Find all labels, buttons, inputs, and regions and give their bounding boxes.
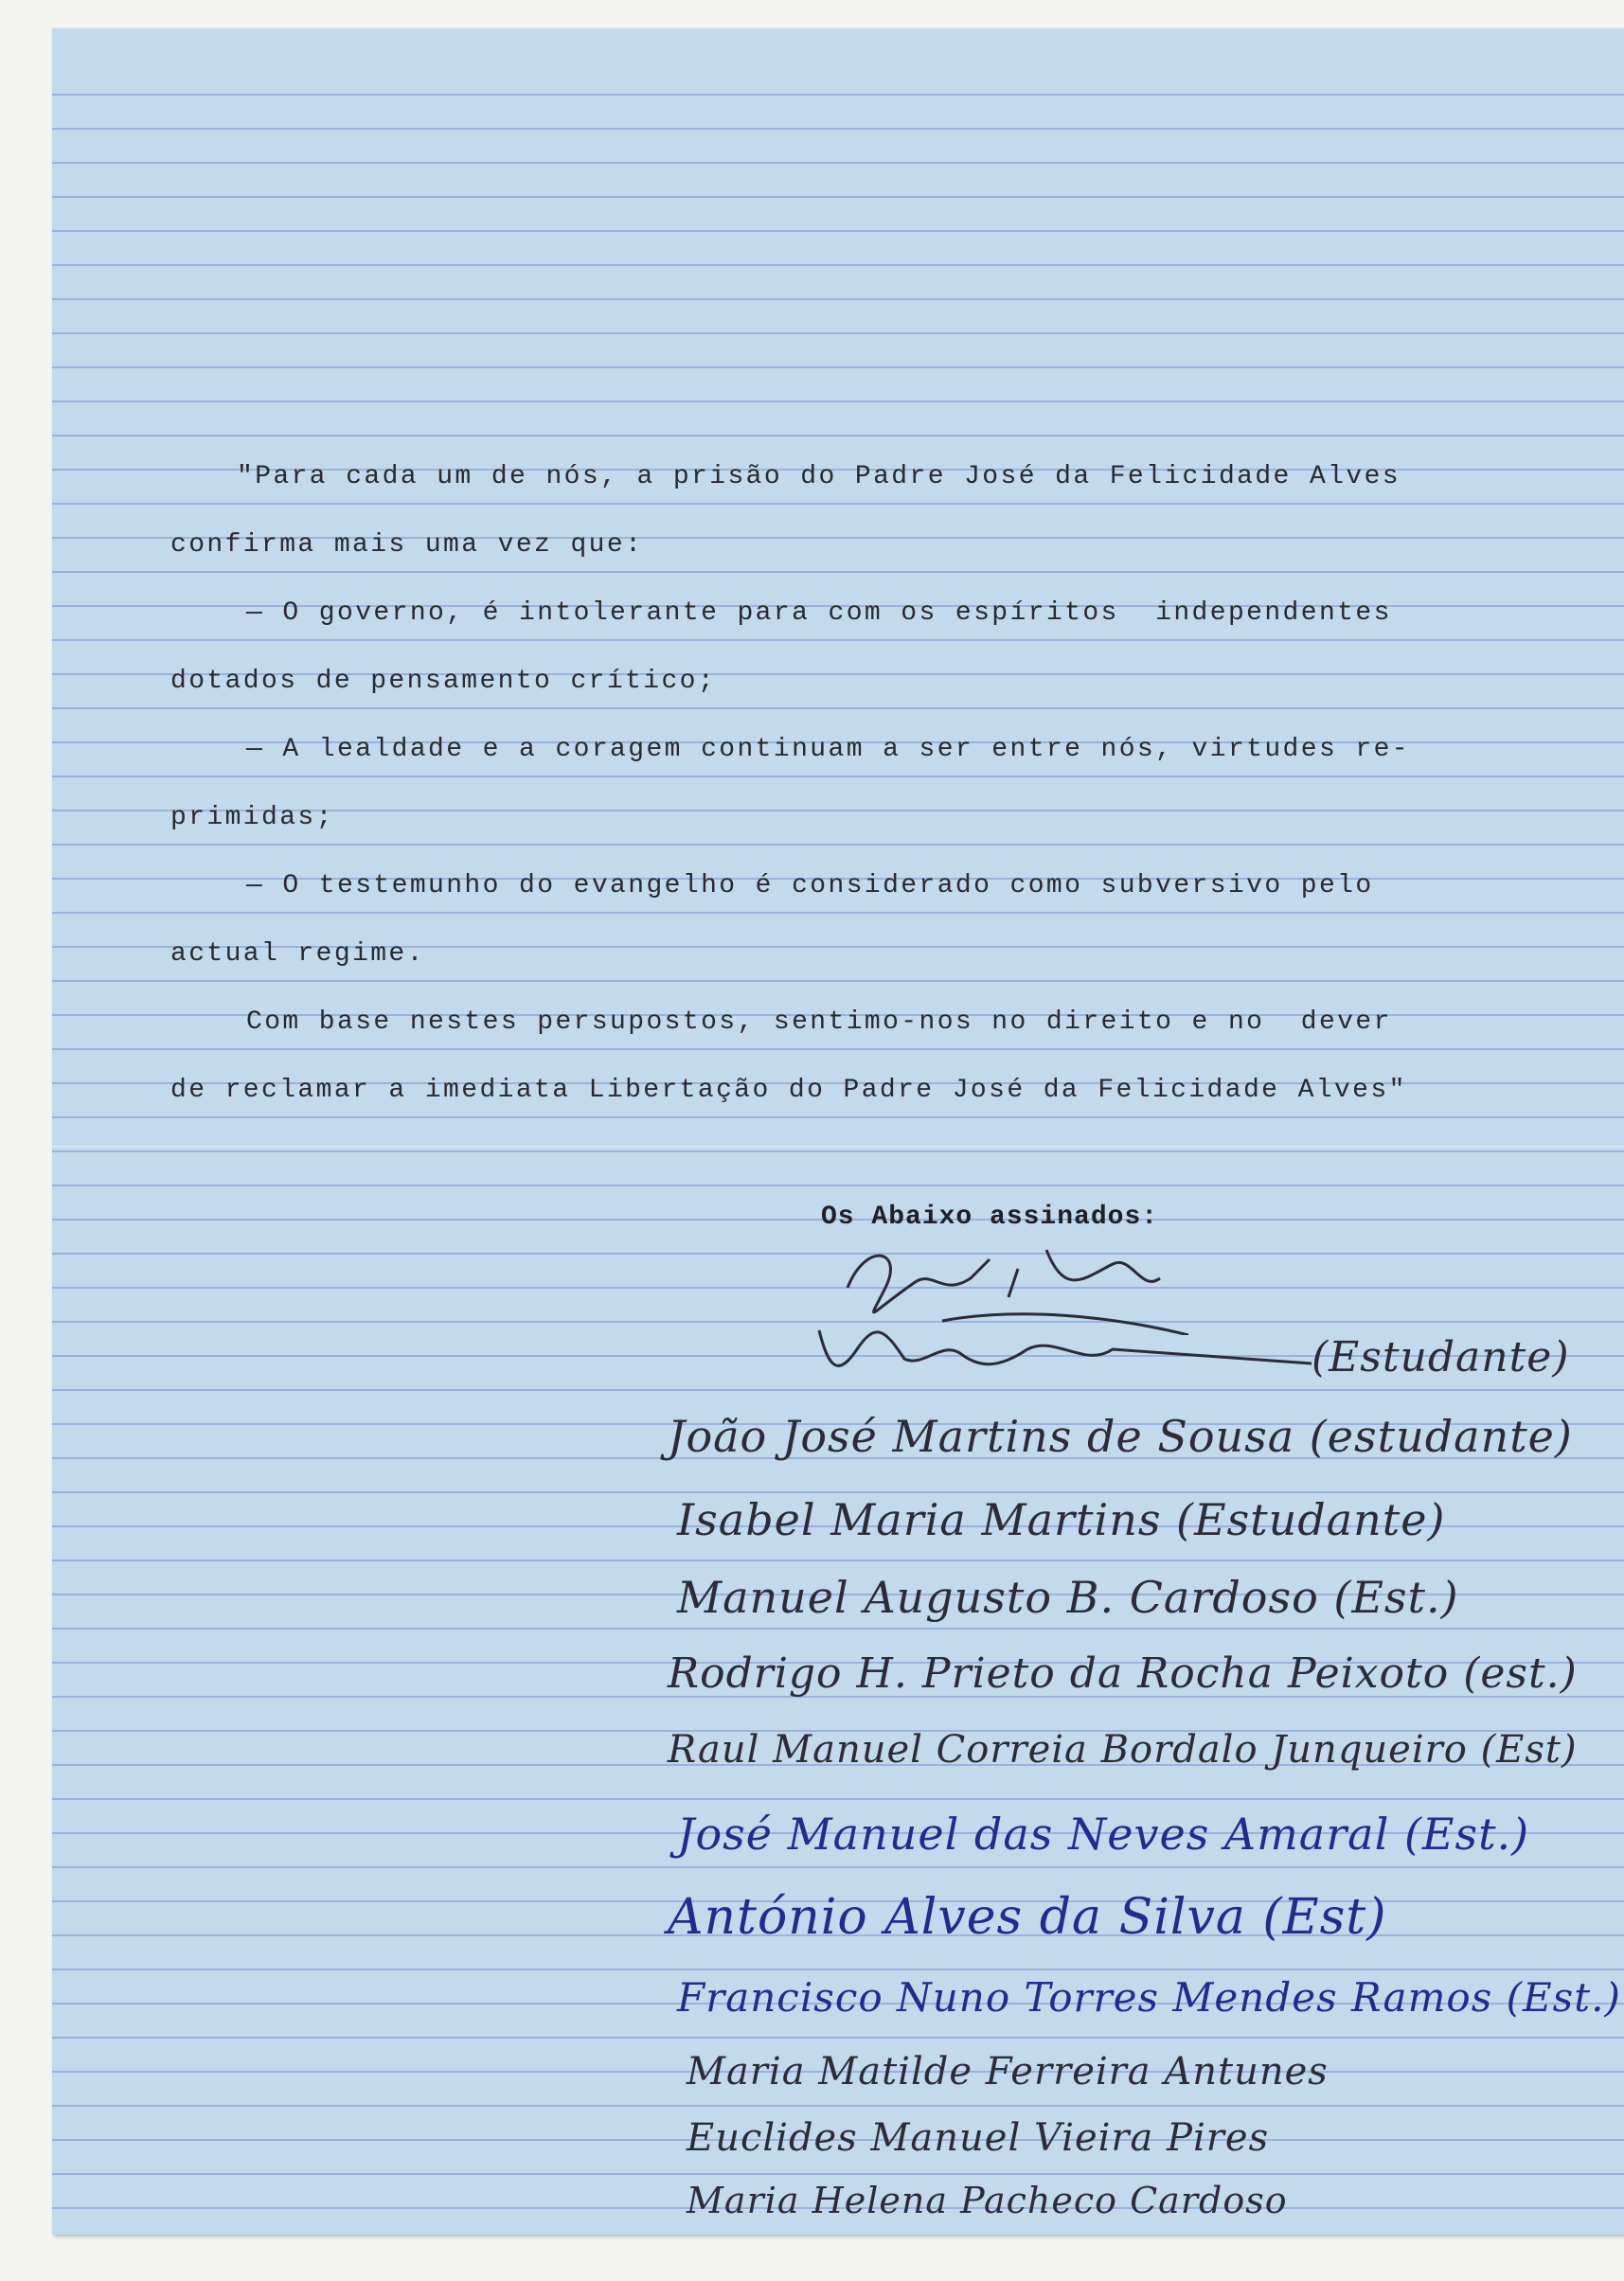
typed-line-5: — A lealdade e a coragem continuam a ser entre nós, virtudes re- (246, 735, 1410, 764)
signature-12: Euclides Manuel Vieira Pires (687, 2116, 1270, 2160)
typed-line-3: — O governo, é intolerante para com os espíritos independentes (246, 598, 1392, 628)
typed-line-6: primidas; (170, 803, 334, 832)
typed-line-2: confirma mais uma vez que: (170, 530, 644, 560)
signature-list (52, 28, 1624, 2235)
signature-2-role: (Estudante) (1312, 1333, 1570, 1381)
signature-scribble-2 (800, 1311, 1330, 1378)
signature-5: Manuel Augusto B. Cardoso (Est.) (677, 1572, 1459, 1623)
signature-8: José Manuel das Neves Amaral (Est.) (677, 1809, 1530, 1860)
typed-line-8: actual regime. (170, 939, 425, 969)
typed-line-10: de reclamar a imediata Libertação do Padre José da Felicidade Alves" (170, 1076, 1407, 1105)
signatures-heading: Os Abaixo assinados: (821, 1203, 1159, 1232)
typed-line-1: "Para cada um de nós, a prisão do Padre José da Felicidade Alves (237, 462, 1401, 491)
signature-4: Isabel Maria Martins (Estudante) (677, 1494, 1446, 1545)
signature-7: Raul Manuel Correia Bordalo Junqueiro (Est) (668, 1728, 1578, 1772)
signature-3: João José Martins de Sousa (estudante) (668, 1411, 1573, 1462)
typed-line-7: — O testemunho do evangelho é considerado como subversivo pelo (246, 871, 1374, 900)
signature-11: Maria Matilde Ferreira Antunes (687, 2050, 1329, 2094)
signature-13: Maria Helena Pacheco Cardoso (687, 2180, 1288, 2221)
signature-6: Rodrigo H. Prieto da Rocha Peixoto (est.) (668, 1649, 1578, 1698)
typed-line-9: Com base nestes persupostos, sentimo-nos no direito e no dever (246, 1007, 1392, 1037)
typed-line-4: dotados de pensamento crítico; (170, 667, 717, 696)
signature-10: Francisco Nuno Torres Mendes Ramos (Est.) (677, 1974, 1621, 2021)
blue-lined-paper-sheet (52, 28, 1624, 2235)
signature-9: António Alves da Silva (Est) (668, 1889, 1387, 1946)
